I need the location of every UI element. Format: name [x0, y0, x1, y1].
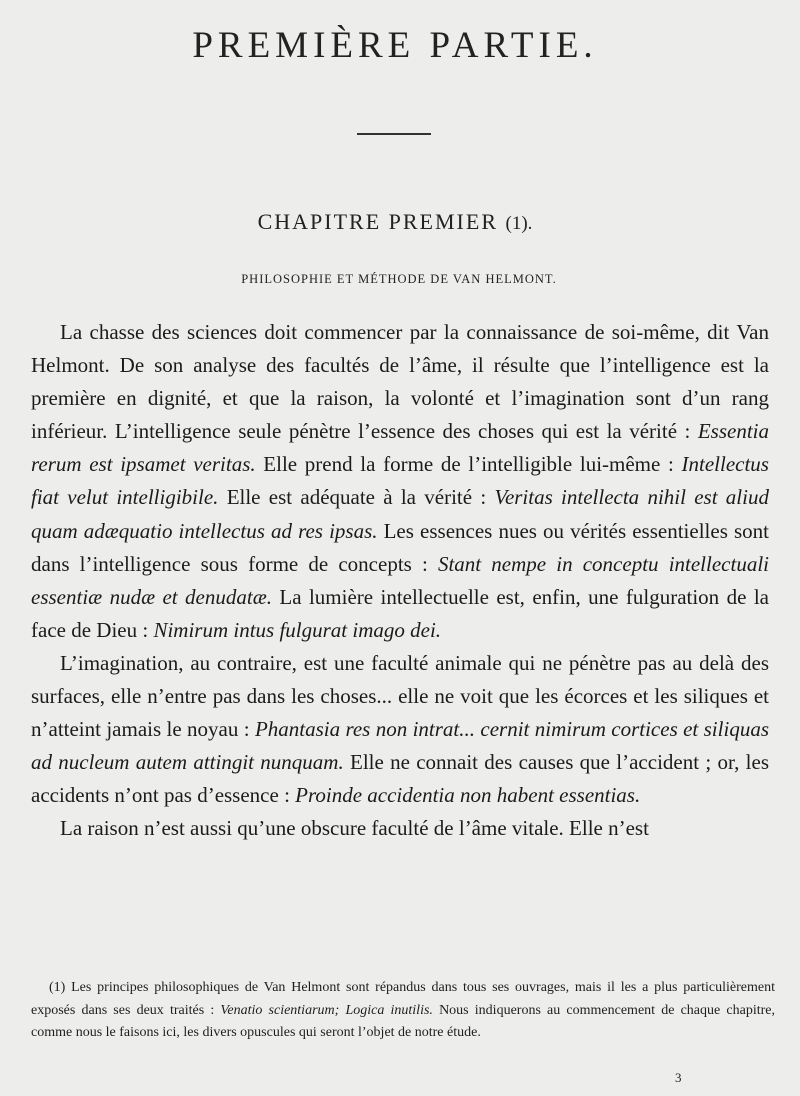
- paragraph: [31, 647, 769, 812]
- latin-quote: Essentia rerum est ipsamet veritas.: [31, 419, 769, 477]
- page-number: 3: [675, 1070, 682, 1085]
- text-run: Elle est adéquate à la vérité :: [218, 485, 495, 510]
- chapter-heading: [0, 209, 790, 235]
- chapter-title: CHAPITRE PREMIER: [257, 209, 498, 234]
- latin-quote: Proinde accidentia non habent essentias.: [295, 783, 641, 808]
- text-run: Les essences nues ou vérités essentielles sont dans l’intelligence sous forme de concepts :: [31, 518, 769, 576]
- text-run: La lumière intellectuelle est, enfin, une fulguration de la face de Dieu :: [31, 584, 769, 642]
- footnote: [31, 977, 775, 1045]
- text-run: Nous indiquerons au commencement de chaque chapitre, comme nous le faisons ici, les divers opuscules qui seront l’objet de notre étude.: [31, 1002, 775, 1040]
- paragraph: [31, 316, 769, 647]
- latin-quote: Venatio scientiarum; Logica inutilis.: [220, 1002, 433, 1018]
- part-title: PREMIÈRE PARTIE.: [192, 25, 598, 66]
- latin-quote: Nimirum intus fulgurat imago dei.: [153, 617, 442, 642]
- text-run: (1) Les principes philosophiques de Van Helmont sont répandus dans tous ses ouvrages, mais il les a plus particulièrement exposés dans ses deux traités :: [31, 980, 775, 1018]
- paragraph: [31, 812, 769, 845]
- chapter-subtitle: PHILOSOPHIE ET MÉTHODE DE VAN HELMONT.: [241, 272, 557, 286]
- latin-quote: Intellectus fiat velut intelligibile.: [31, 452, 769, 510]
- latin-quote: Stant nempe in conceptu intellectuali essentiæ nudæ et denudatæ.: [31, 551, 769, 609]
- latin-quote: Veritas intellecta nihil est aliud quam adæquatio intellectus ad res ipsas.: [31, 485, 769, 543]
- footnote-text: [31, 977, 775, 1045]
- chapter-note-ref: (1).: [505, 213, 533, 234]
- title-rule: [357, 133, 431, 135]
- text-run: La chasse des sciences doit commencer par la connaissance de soi-même, dit Van Helmont. De son analyse des facultés de l’âme, il résulte que l’intelligence est la première en dignité, et que la raison, la volonté et l’imagination sont d’un rang inférieur. L’intelligence seule pénètre l’essence des choses qui est la vérité :: [31, 320, 769, 444]
- latin-quote: Phantasia res non intrat... cernit nimirum cortices et siliquas ad nucleum autem attingit nunquam.: [31, 717, 769, 775]
- body-text: [31, 316, 769, 846]
- text-run: La raison n’est aussi qu’une obscure faculté de l’âme vitale. Elle n’est: [60, 816, 649, 841]
- text-run: L’imagination, au contraire, est une faculté animale qui ne pénètre pas au delà des surfaces, elle n’entre pas dans les choses... elle ne voit que les écorces et les siliques et n’atteint jamais le noyau :: [31, 650, 769, 742]
- text-run: Elle ne connait des causes que l’accident ; or, les accidents n’ont pas d’essence :: [31, 750, 769, 808]
- text-run: Elle prend la forme de l’intelligible lui-même :: [255, 452, 682, 477]
